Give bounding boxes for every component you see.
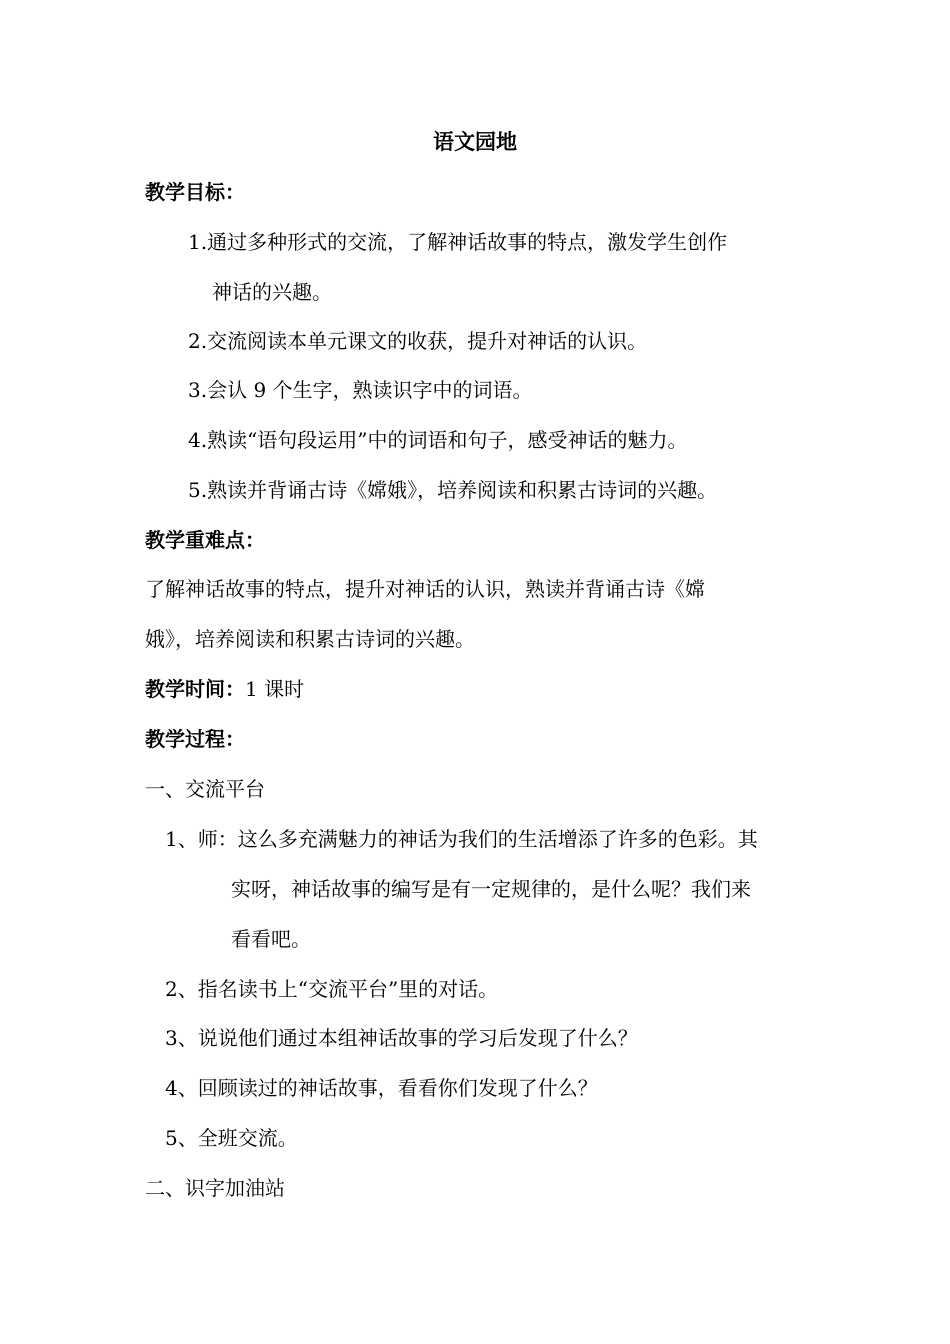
objective-item-2: 2.交流阅读本单元课文的收获，提升对神话的认识。 xyxy=(188,329,648,353)
teaching-time-label: 教学时间： xyxy=(145,677,245,701)
section-2-title: 二、识字加油站 xyxy=(145,1176,285,1200)
step-3: 3、说说他们通过本组神话故事的学习后发现了什么？ xyxy=(165,1026,638,1050)
objective-item-1-continued: 神话的兴趣。 xyxy=(212,280,332,304)
objective-item-1: 1.通过多种形式的交流，了解神话故事的特点，激发学生创作 xyxy=(188,230,728,254)
teaching-time-value: 1 课时 xyxy=(245,677,305,701)
page-title: 语文园地 xyxy=(433,130,517,154)
key-points-text-continued: 娥》，培养阅读和积累古诗词的兴趣。 xyxy=(145,627,475,651)
section-1-title: 一、交流平台 xyxy=(145,777,265,801)
objective-item-3: 3.会认 9 个生字，熟读识字中的词语。 xyxy=(188,378,533,402)
process-heading: 教学过程： xyxy=(145,727,245,751)
objectives-heading: 教学目标： xyxy=(145,180,245,204)
objective-item-4: 4.熟读“语句段运用”中的词语和句子，感受神话的魅力。 xyxy=(188,428,688,452)
step-5: 5、全班交流。 xyxy=(165,1126,298,1150)
key-points-heading: 教学重难点： xyxy=(145,528,265,552)
step-2: 2、指名读书上“交流平台”里的对话。 xyxy=(165,977,499,1001)
step-1-continued-2: 看看吧。 xyxy=(231,927,311,951)
step-1-continued: 实呀，神话故事的编写是有一定规律的，是什么呢？我们来 xyxy=(231,877,751,901)
key-points-text: 了解神话故事的特点，提升对神话的认识，熟读并背诵古诗《嫦 xyxy=(145,577,705,601)
step-1: 1、师：这么多充满魅力的神话为我们的生活增添了许多的色彩。其 xyxy=(165,827,758,851)
objective-item-5: 5.熟读并背诵古诗《嫦娥》，培养阅读和积累古诗词的兴趣。 xyxy=(188,478,718,502)
step-4: 4、回顾读过的神话故事，看看你们发现了什么？ xyxy=(165,1076,598,1100)
teaching-time xyxy=(145,676,304,702)
